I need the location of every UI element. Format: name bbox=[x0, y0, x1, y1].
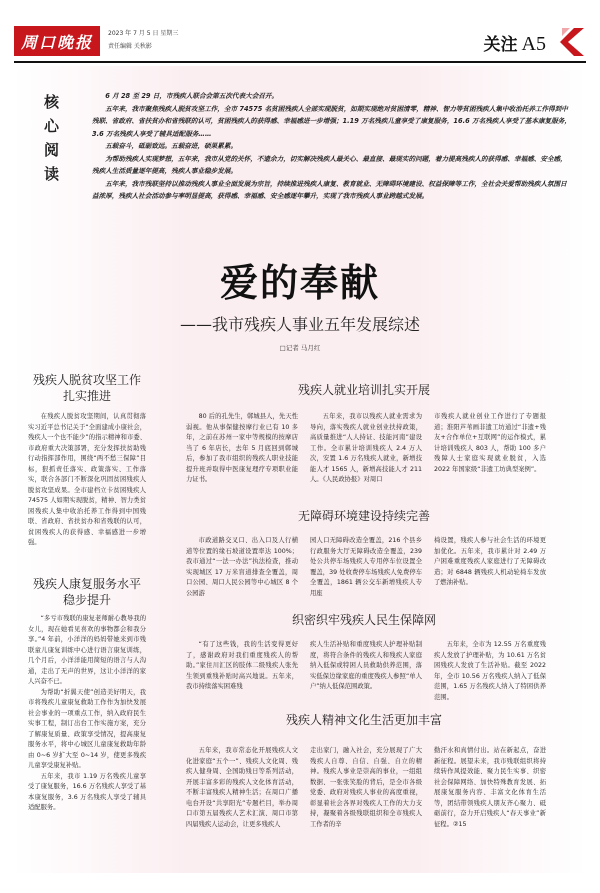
section-column bbox=[434, 640, 546, 703]
core-paragraph: 6 月 28 至 29 日，市残疾人联合会第五次代表大会召开。 bbox=[105, 92, 279, 100]
section-body bbox=[28, 614, 146, 814]
section-column bbox=[434, 746, 546, 830]
newspaper-logo: 周口晚报 bbox=[14, 26, 100, 56]
core-paragraph: 为帮助残疾人实现梦想，五年来，我市从党的关怀，不遗余力，切实解决残疾人最关心、最直接、最现实的问题，着力提高残疾人的获得感、幸福感、安全感，残疾人生活质量逐年提高，残疾人事业稳步发展。 bbox=[92, 154, 567, 175]
paragraph: 为帮助“折翼天使”创造美好明天，我市将残疾儿童康复救助工作作为加快发展社会事业的一项重点工作，纳入政府民生实事工程，制订出台工作实施方案，充分了解康复质量、政策享受情况，提高康复服务水平，将中心城区儿童康复救助年龄由 0~6 岁扩大至 0~14 岁，使更多残疾儿童享受康复补贴。 bbox=[28, 688, 146, 769]
section-column bbox=[310, 640, 422, 693]
issue-date: 2023 年 7 月 5 日 星期三 bbox=[108, 30, 179, 37]
core-label-char: 心 bbox=[44, 117, 60, 135]
paragraph: 园人口无障碍改造全覆盖，216 个县乡行政服务大厅无障碍改造全覆盖，239 处公共停车场残疾人专用停车位设置全覆盖，39 处收费停车场残疾人免费停车全覆盖，1861 辆公交车新增残疾人专用座 bbox=[310, 537, 422, 597]
section-column bbox=[186, 412, 298, 486]
paragraph: 勤汗水和真情付出。站在新起点，奋进新征程。展望未来，我市残联组织将持续转作风提效能、聚力民生实事、织密社会保障网络、加快特殊教育发展、拓展康复服务内容、丰富文化体育生活等，团结带领残疾人朋友齐心聚力、砥砺前行，奋力开启残疾人“春天事业”新征程。②15 bbox=[434, 747, 546, 828]
section-column bbox=[186, 746, 298, 830]
section-column bbox=[434, 412, 546, 475]
page-number: A5 bbox=[521, 33, 546, 55]
byline: □记者 马月红 bbox=[279, 344, 321, 352]
paragraph: “多亏市残联的康复老师耐心教导我的女儿，现在她看见喜欢的事物都会和我分享。”4 年前，小洋洋的妈妈带她来到市残联童儿康复训练中心进行语言康复训练，几个月后，小洋洋能用简短的语言与人沟通，走出了无声的世界，这让小洋洋的家人兴奋不已。 bbox=[28, 615, 146, 685]
header-divider bbox=[14, 61, 586, 63]
core-paragraph: 五年来，我市残联坚持以推动残疾人事业全面发展为宗旨，持续推进残疾人康复、教育就业、无障碍环境建设、权益保障等工作，全社会关爱帮助残疾人氛围日益浓厚，残疾人社会活动参与率明显提高，获得感、幸福感、安全感逐年攀升，实现了我市残疾人事业跨越式发展。 bbox=[92, 179, 567, 200]
core-paragraph: 五年来，我市聚焦残疾人脱贫攻坚工作，全市 74575 名贫困残疾人全部实现脱贫，如期实现绝对贫困清零，精神、智力等贫困残疾人集中收治托养工作得到中残联、省政府、省扶贫办和省残联的认可，贫困残疾人的获得感、幸福感进一步增强；1.19 万名残疾儿童享受了康复服务，16.6 万名残疾人享受了基本康复服务，3.6 万名残疾人享受了辅具适配服务…… bbox=[92, 104, 571, 138]
section-column bbox=[310, 412, 422, 486]
chevron-left-icon bbox=[560, 28, 586, 56]
paragraph: 走出家门，融入社会，充分展现了广大残疾人自尊、自信、自强、自立的精神。残疾人事业是崇高的事业，一组组数据、一张张笑脸的背后，是全市各级党委、政府对残疾人事业的高度重视，彰显着社会各界对残疾人工作的大力支持，凝聚着各级残联组织和全市残疾人工作者的辛 bbox=[310, 747, 422, 828]
issue-meta bbox=[108, 27, 178, 53]
section-column bbox=[186, 536, 298, 599]
paragraph: 80 后的孔先生，郸城县人，先天性弱视。他从事保健按摩行业已有 10 多年，之前在苏州一家中等规模的按摩店当了 6 年店长，去年 5 月底回到郸城后，参加了我市组织的残疾人职业技能提升班并取得中医康复理疗专项职业能力证书。 bbox=[186, 413, 298, 483]
core-paragraph: 五载奋斗，砥砺致远。五载奋进，硕果累累。 bbox=[105, 142, 238, 150]
section-heading: 无障碍环境建设持续完善 bbox=[297, 509, 430, 523]
paragraph: 市政道路交叉口、出入口及人行横道等位置的缘石坡道设置率达 100%；我市通过“一法一办法”执法检查，推动实现城区 17 万米盲道排查全覆盖，周口公园、周口人民公园等中心城区 8 个公园游 bbox=[186, 537, 298, 597]
core-label-char: 读 bbox=[44, 165, 60, 183]
section-heading: 残疾人精神文化生活更加丰富 bbox=[285, 713, 442, 727]
section-column bbox=[310, 536, 422, 599]
paragraph: 市残疾人就业创业工作进行了专题报道；淮阳芦苇画非遗工坊通过“非遗+残友+合作单位+互联网”的运作模式，累计培训残疾人 803 人，帮助 100 多户残障人士家庭实现就业脱贫，入选 2022 年国家级“非遗工坊典型案例”。 bbox=[434, 413, 546, 473]
core-label-char: 阅 bbox=[44, 141, 60, 159]
masthead bbox=[14, 24, 586, 62]
paragraph: 椅设置，残疾人参与社会生活的环境更加优化。五年来，我市累计对 2.49 万户困难重度残疾人家庭进行了无障碍改造；对 6848 辆残疾人机动轮椅车发放了燃油补贴。 bbox=[434, 537, 546, 586]
paragraph: 五年来，我市常态化开展残疾人文化进家庭“五个一”、残疾人文化周、残疾人健身周、全国助残日等系列活动，开展丰富多彩的残疾人文化体育活动，不断丰富残疾人精神生活；在周口广播电台开设“共享阳光”专题栏目，举办周口市第五届残疾人艺术汇演、周口市第四届残疾人运动会，让更多残疾人 bbox=[186, 747, 298, 828]
section-body bbox=[28, 412, 146, 549]
core-label-char: 核 bbox=[44, 93, 60, 111]
core-reading-text bbox=[92, 90, 572, 203]
paragraph: 疾人生活补贴和重度残疾人护理补贴制度，将符合条件的残疾人和残疾人家庭纳入低保或特困人员救助供养范围，落实低保边缘家庭的重度残疾人参照“单人户”纳人低保范围政策。 bbox=[310, 641, 422, 690]
section-heading: 残疾人脱贫攻坚工作扎实推进 bbox=[32, 373, 141, 403]
paragraph: 五年来，我市 1.19 万名残疾儿童享受了康复服务，16.6 万名残疾人享受了基本康复服务，3.6 万名残疾人享受了辅具适配服务。 bbox=[28, 772, 146, 811]
headline: 爱的奉献 bbox=[219, 260, 380, 305]
section-heading: 织密织牢残疾人民生保障网 bbox=[291, 613, 436, 627]
section-heading: 残疾人康复服务水平稳步提升 bbox=[32, 577, 141, 607]
section-column bbox=[186, 640, 298, 693]
paragraph: 五年来，全市为 12.55 万名重度残疾人发放了护理补贴，为 10.61 万名贫困残疾人发放了生活补贴。截至 2022 年，全市 10.56 万名残疾人纳入了低保范围，1.65 万名残疾人纳入了特困供养范围。 bbox=[434, 641, 546, 701]
editor-credit: 责任编辑 关秋影 bbox=[108, 43, 152, 50]
feature-article bbox=[14, 66, 586, 873]
section-label bbox=[484, 30, 546, 56]
paragraph: 五年来，我市以残疾人就业需求为导向，落实残疾人就业创业扶持政策，高质量推进“人人持证、技能河南”建设工作。全市累计培训残疾人 2.4 万人次，安置 1.6 万名残疾人就业，新增技能人才 1565 人，新增高技能人才 211 人。《人民政协报》对周口 bbox=[310, 413, 422, 483]
paragraph: 在残疾人脱贫攻坚期间，认真贯彻落实习近平总书记关于“全面建成小康社会，残疾人一个也不能少”的指示精神和市委、市政府重大决策部署，充分发挥扶贫助残行动指挥部作用，围绕“两不愁三保障”目标，狠抓责任落实、政策落实、工作落实，联合各部门不断深化巩固贫困残疾人脱贫攻坚成果。全市建档立卡贫困残疾人 74575 人如期实现脱贫，精神、智力类贫困残疾人集中收治托养工作得到中国残联、省政府、省扶贫办和省残联的认可，贫困残疾人的获得感、幸福感进一步增强。 bbox=[28, 413, 146, 546]
section-name: 关注 bbox=[483, 35, 518, 55]
section-column bbox=[310, 746, 422, 830]
subheadline: ——我市残疾人事业五年发展综述 bbox=[179, 315, 420, 334]
core-reading-label bbox=[44, 90, 60, 186]
section-heading: 残疾人就业培训扎实开展 bbox=[297, 383, 430, 397]
section-column bbox=[434, 536, 546, 589]
paragraph: “有了这些钱，我的生活变得更好了，感谢政府对我们重度残疾人的帮助。”家住川汇区的肢体二级残疾人张先生领到重残补贴时高兴地说。五年来，我市持续落实困难残 bbox=[186, 641, 298, 690]
